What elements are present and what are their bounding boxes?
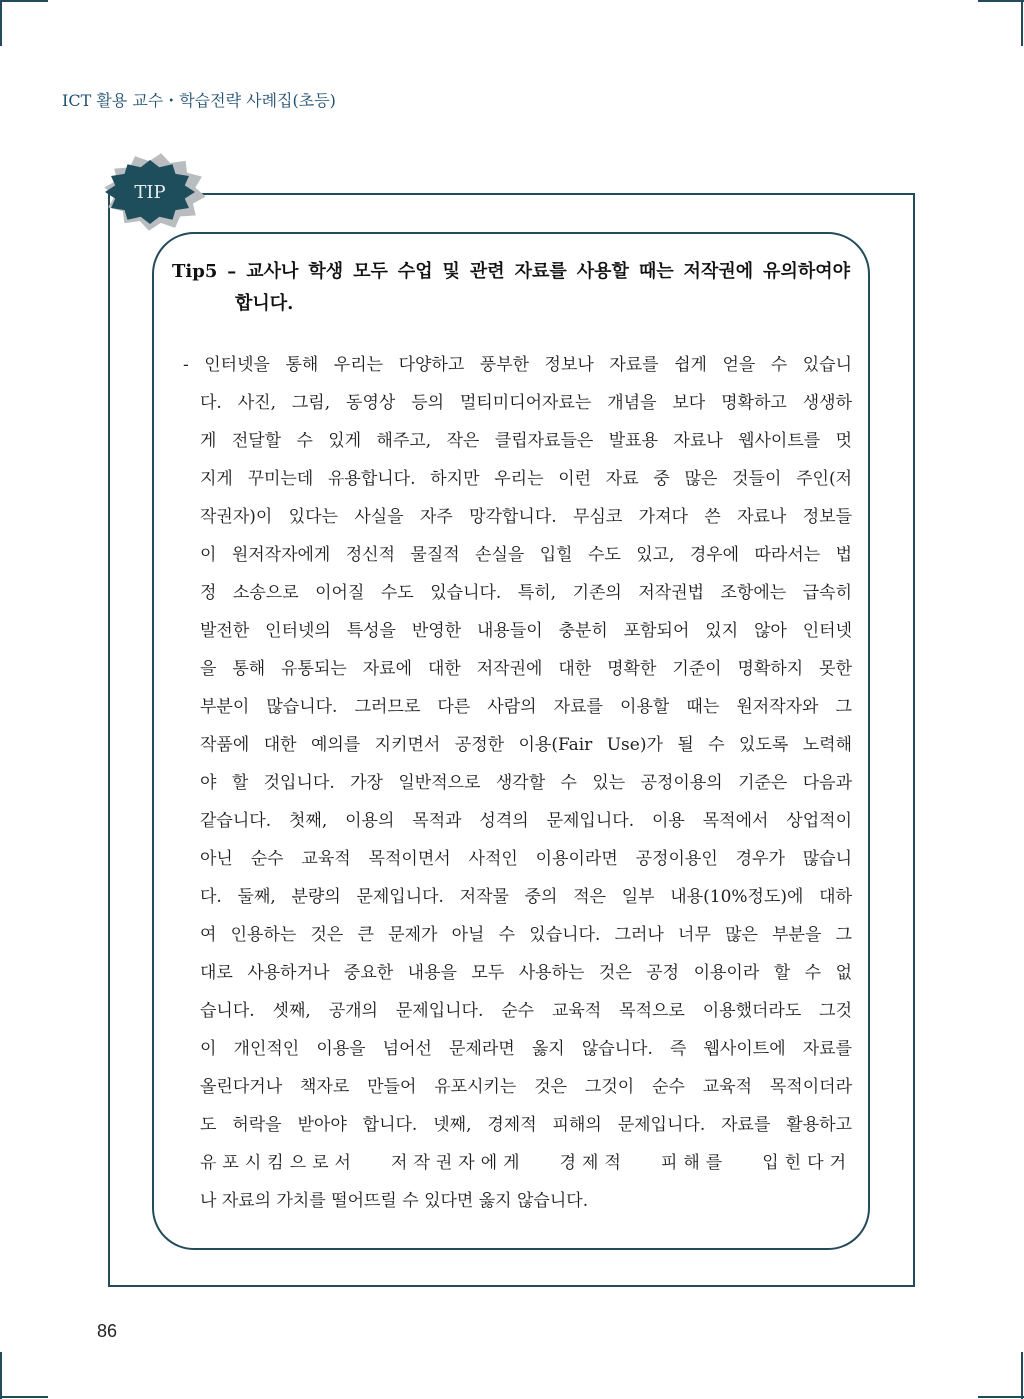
body-line: 이 원저작자에게 정신적 물질적 손실을 입힐 수도 있고, 경우에 따라서는 법	[200, 545, 852, 565]
body-line: 을 통해 유통되는 자료에 대한 저작권에 대한 명확한 기준이 명확하지 못한	[200, 659, 852, 679]
body-line: 올린다거나 책자로 만들어 유포시키는 것은 그것이 순수 교육적 목적이더라	[200, 1077, 852, 1097]
body-line: 아닌 순수 교육적 목적이면서 사적인 이용이라면 공정이용인 경우가 많습니	[200, 849, 852, 869]
crop-mark-bottom-right	[978, 1352, 1024, 1399]
tip-heading-line-2: 합니다.	[235, 293, 294, 314]
body-line: 도 허락을 받아야 합니다. 넷째, 경제적 피해의 문제입니다. 자료를 활용하고	[200, 1115, 852, 1135]
tip-heading-line-1: Tip5 – 교사나 학생 모두 수업 및 관련 자료를 사용할 때는 저작권에 유의하여야	[172, 261, 850, 282]
tip-heading	[172, 256, 850, 320]
body-line: 다. 사진, 그림, 동영상 등의 멀티미디어자료는 개념을 보다 명확하고 생생하	[200, 393, 852, 413]
body-line: 부분이 많습니다. 그러므로 다른 사람의 자료를 이용할 때는 원저작자와 그	[200, 697, 852, 717]
crop-mark-bottom-left	[0, 1352, 48, 1399]
body-line: 작품에 대한 예의를 지키면서 공정한 이용(Fair Use)가 될 수 있도록 노력해	[200, 735, 852, 755]
tip-body-paragraph	[183, 346, 852, 1220]
body-line: 지게 꾸미는데 유용합니다. 하지만 우리는 이런 자료 중 많은 것들이 주인(저	[200, 469, 852, 489]
tip-badge-label: TIP	[134, 182, 166, 203]
body-line: 유포시킴으로서 저작권자에게 경제적 피해를 입힌다거	[200, 1153, 852, 1173]
body-line: 나 자료의 가치를 떨어뜨릴 수 있다면 옳지 않습니다.	[200, 1191, 589, 1211]
crop-mark-top-left	[0, 0, 48, 46]
body-line: 이 개인적인 이용을 넘어선 문제라면 옳지 않습니다. 즉 웹사이트에 자료를	[200, 1039, 852, 1059]
page-number: 86	[97, 1321, 118, 1341]
body-line: 여 인용하는 것은 큰 문제가 아닐 수 있습니다. 그러나 너무 많은 부분을 그	[200, 925, 852, 945]
body-line: 같습니다. 첫째, 이용의 목적과 성격의 문제입니다. 이용 목적에서 상업적이	[200, 811, 852, 831]
body-line: 습니다. 셋째, 공개의 문제입니다. 순수 교육적 목적으로 이용했더라도 그것	[200, 1001, 852, 1021]
body-line: 다. 둘째, 분량의 문제입니다. 저작물 중의 적은 일부 내용(10%정도)에 대하	[200, 887, 852, 907]
tip-seal-icon	[98, 152, 208, 234]
body-line: 대로 사용하거나 중요한 내용을 모두 사용하는 것은 공정 이용이라 할 수 없	[200, 963, 852, 983]
running-header-title: ICT 활용 교수・학습전략 사례집(초등)	[62, 91, 336, 110]
body-line: 발전한 인터넷의 특성을 반영한 내용들이 충분히 포함되어 있지 않아 인터넷	[200, 621, 852, 641]
body-line: 정 소송으로 이어질 수도 있습니다. 특히, 기존의 저작권법 조항에는 급속히	[200, 583, 852, 603]
body-line: 게 전달할 수 있게 해주고, 작은 클립자료들은 발표용 자료나 웹사이트를 멋	[200, 431, 852, 451]
body-line: 야 할 것입니다. 가장 일반적으로 생각할 수 있는 공정이용의 기준은 다음과	[200, 773, 852, 793]
crop-mark-top-right	[978, 0, 1024, 46]
body-line: - 인터넷을 통해 우리는 다양하고 풍부한 정보나 자료를 쉽게 얻을 수 있습니	[183, 355, 852, 375]
body-line: 작권자)이 있다는 사실을 자주 망각합니다. 무심코 가져다 쓴 자료나 정보들	[200, 507, 852, 527]
